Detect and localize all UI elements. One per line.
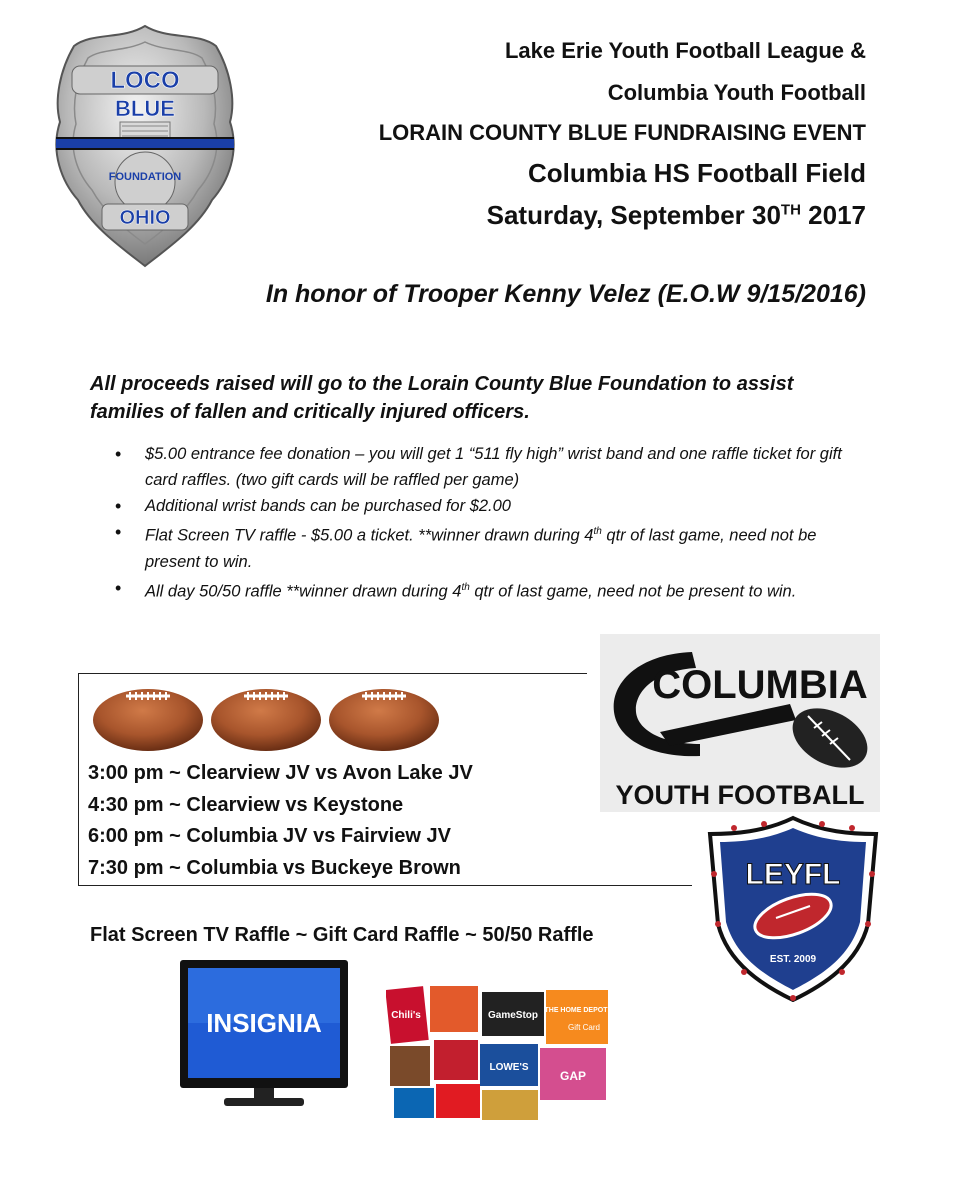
- raffle-summary-line: Flat Screen TV Raffle ~ Gift Card Raffle ~ 50/50 Raffle: [90, 924, 594, 946]
- honor-line: In honor of Trooper Kenny Velez (E.O.W 9/15/2016): [265, 280, 866, 308]
- loco-blue-badge-logo: [52, 22, 238, 272]
- columbia-logo-subtext: YOUTH FOOTBALL: [615, 780, 865, 810]
- giftcard-homedepot: THE HOME DEPOT: [544, 1007, 608, 1014]
- bullet-50-50-raffle: • All day 50/50 raffle **winner drawn during 4th qtr of last game, need not be present to win.: [115, 575, 855, 605]
- header-line-venue: Columbia HS Football Field: [528, 158, 866, 188]
- thin-blue-line: [56, 139, 234, 148]
- proceeds-paragraph: All proceeds raised will go to the Lorain County Blue Foundation to assist families of fallen and critically injured officers.: [90, 373, 794, 423]
- schedule-box-bottom-rule: [78, 885, 692, 886]
- leyfl-shield-logo: [704, 814, 882, 1002]
- badge-text-foundation: FOUNDATION: [108, 171, 182, 183]
- flat-screen-tv-image: [178, 958, 350, 1114]
- giftcard-lowes: LOWE'S: [489, 1062, 529, 1073]
- game-schedule: [88, 758, 473, 884]
- columbia-logo-text: COLUMBIA: [652, 663, 868, 707]
- football-icon-1: [93, 689, 203, 751]
- leyfl-logo-text: LEYFL: [745, 858, 841, 891]
- event-date-main: Saturday, September 30: [486, 200, 781, 230]
- football-icon-2: [211, 689, 321, 751]
- football-icon-3: [329, 689, 439, 751]
- badge-text-loco: LOCO: [110, 67, 180, 94]
- columbia-youth-football-logo: [600, 634, 880, 812]
- giftcard-gamestop: GameStop: [487, 1010, 539, 1021]
- bullet-entrance-fee: • $5.00 entrance fee donation – you will get 1 “511 fly high” wrist band and one raffle ticket for gift card raffles. (two gift cards will be raffled per game): [115, 441, 855, 493]
- bullet-wrist-bands: • Additional wrist bands can be purchased for $2.00: [115, 493, 855, 519]
- badge-text-ohio: OHIO: [119, 207, 171, 229]
- bullet-tv-raffle: • Flat Screen TV raffle - $5.00 a ticket. **winner drawn during 4th qtr of last game, need not be present to win.: [115, 519, 855, 575]
- leyfl-est-text: EST. 2009: [769, 954, 817, 965]
- schedule-item: 7:30 pm ~ Columbia vs Buckeye Brown: [88, 856, 461, 879]
- schedule-item: 3:00 pm ~ Clearview JV vs Avon Lake JV: [88, 762, 473, 784]
- event-date-year: 2017: [800, 200, 866, 230]
- gift-cards-image: [386, 984, 614, 1120]
- giftcard-homedepot-sub: Gift Card: [567, 1023, 601, 1032]
- header-line-leagues: Lake Erie Youth Football League &: [504, 38, 866, 63]
- header-line-columbia: Columbia Youth Football: [607, 80, 866, 105]
- giftcard-gap: GAP: [559, 1069, 587, 1083]
- badge-text-blue: BLUE: [115, 96, 175, 121]
- event-date: [487, 200, 866, 231]
- schedule-item: 4:30 pm ~ Clearview vs Keystone: [88, 793, 404, 816]
- info-bullet-list: [115, 441, 855, 604]
- giftcard-chilis: Chili's: [391, 1010, 421, 1021]
- footballs-row: [90, 680, 450, 760]
- schedule-item: 6:00 pm ~ Columbia JV vs Fairview JV: [88, 825, 451, 847]
- event-date-sup: TH: [780, 201, 801, 219]
- tv-brand-text: INSIGNIA: [206, 1008, 322, 1038]
- header-line-event: LORAIN COUNTY BLUE FUNDRAISING EVENT: [378, 120, 866, 145]
